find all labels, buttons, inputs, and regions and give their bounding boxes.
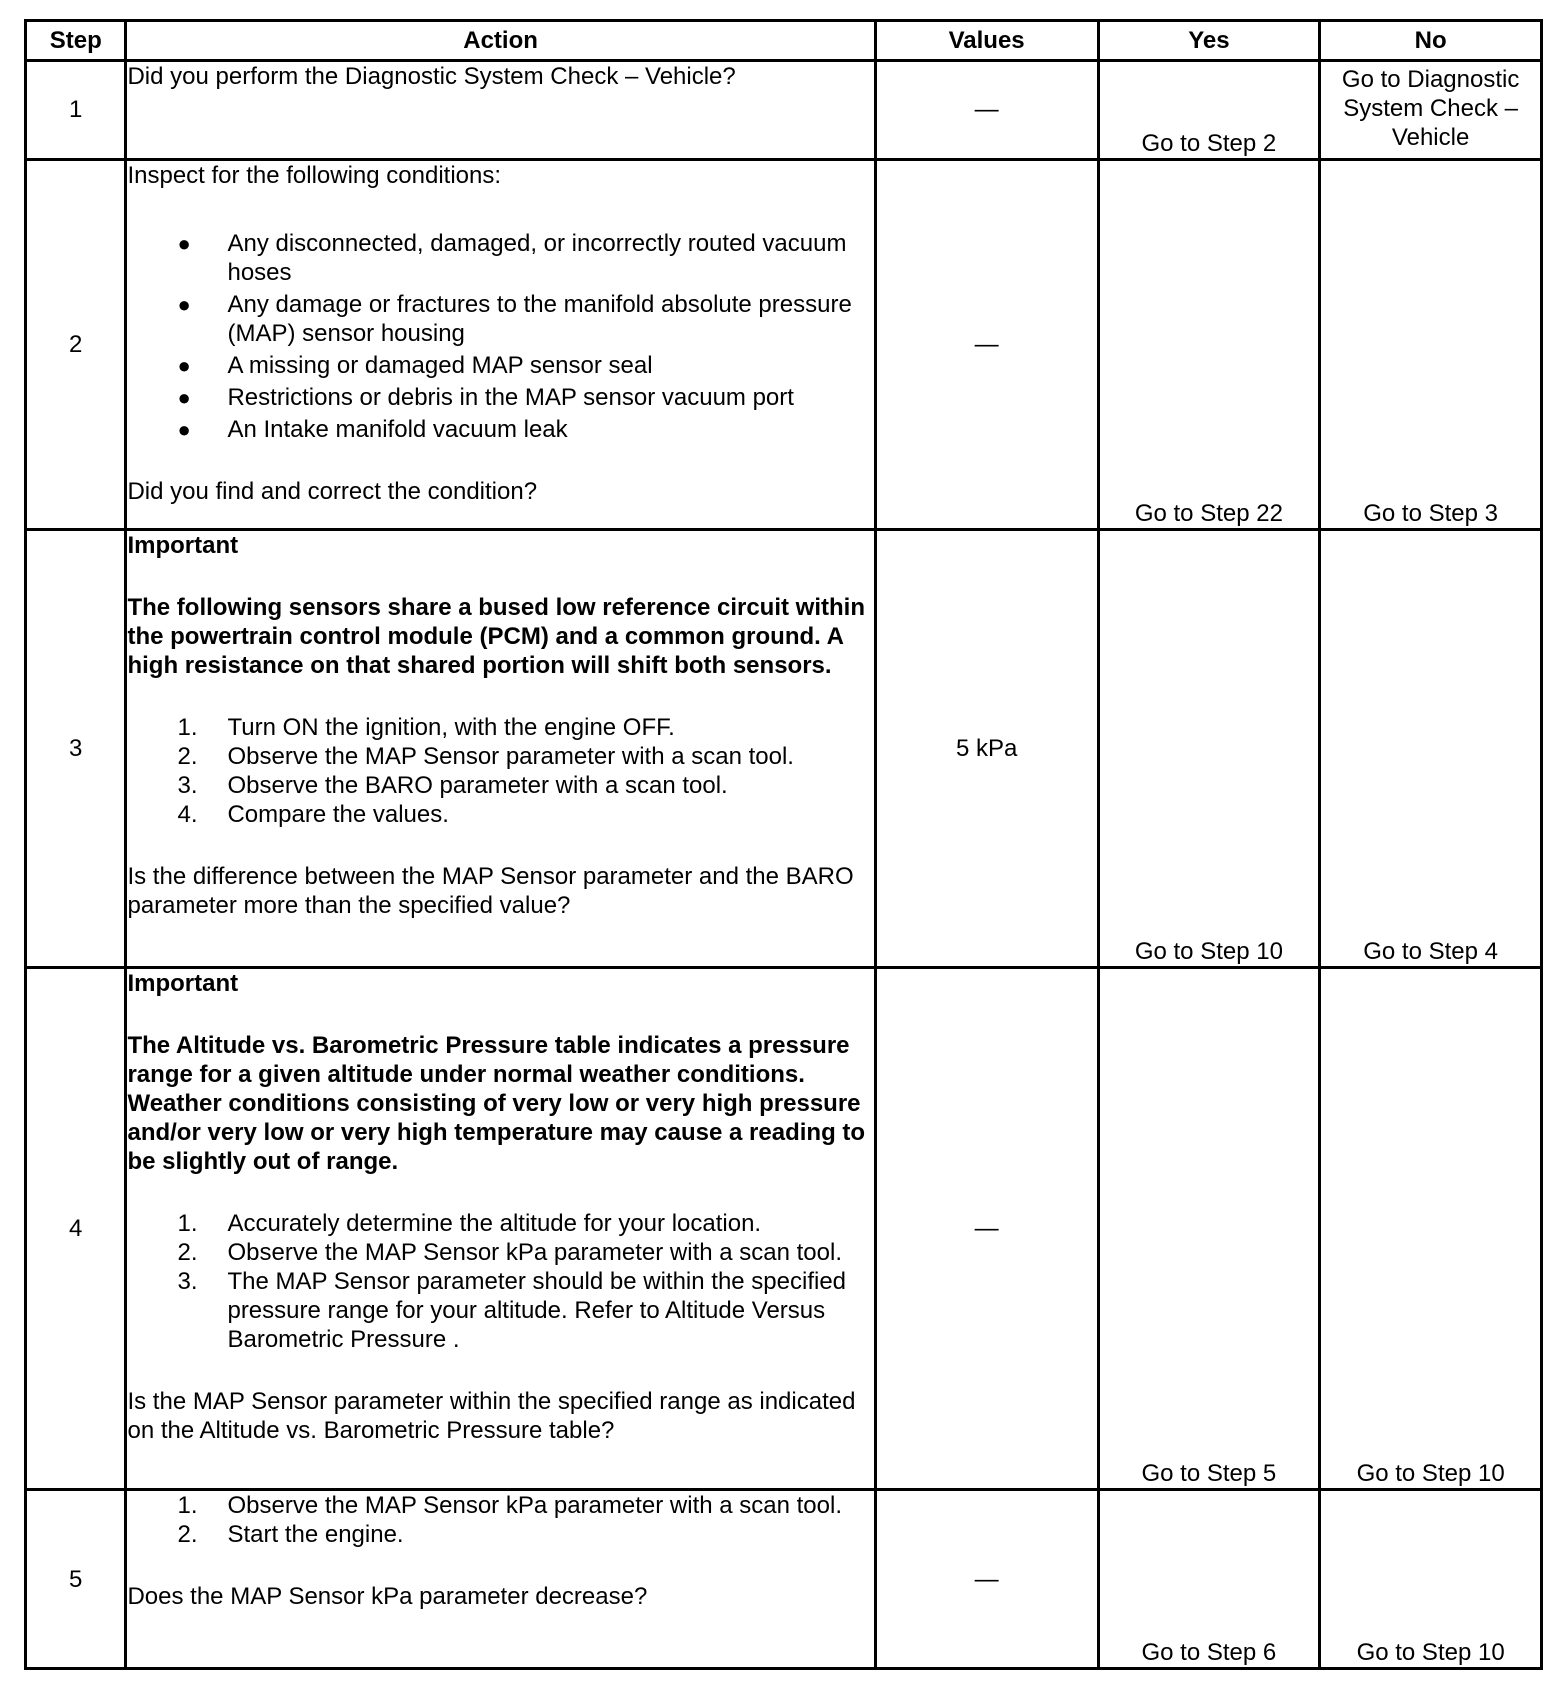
action-cell	[126, 529, 875, 967]
table-row-step-3	[26, 529, 1542, 967]
no-cell	[1320, 159, 1542, 529]
yes-link[interactable]: Go to Step 6	[1141, 1639, 1277, 1666]
list-item: 1. Turn ON the ignition, with the engine OFF.	[177, 713, 675, 741]
important-text: The Altitude vs. Barometric Pressure table indicates a pressure range for a given altitude under normal weather conditions. Weather conditions consisting of very low or very high pressure and/or very low or very high temperature may cause a reading to be slightly out of range.	[127, 1031, 866, 1175]
no-cell	[1320, 1490, 1542, 1669]
procedure-list	[127, 1491, 873, 1549]
header-no: No	[1320, 21, 1542, 61]
list-item: 1. Observe the MAP Sensor kPa parameter with a scan tool.	[177, 1492, 842, 1520]
list-item: ● An Intake manifold vacuum leak	[177, 415, 568, 443]
table-row-step-1	[26, 61, 1542, 160]
no-link[interactable]: Go to Step 4	[1363, 937, 1498, 965]
value-cell: —	[875, 967, 1098, 1490]
list-item: 3. Observe the BARO parameter with a scan tool.	[177, 771, 728, 799]
table-row-step-4	[26, 967, 1542, 1490]
condition-list	[127, 229, 873, 444]
yes-cell: Go to Step 2	[1098, 61, 1320, 160]
action-cell	[126, 967, 875, 1490]
list-item: 2. Start the engine.	[177, 1521, 404, 1549]
list-item: 4. Compare the values.	[177, 800, 449, 828]
list-item: 3. The MAP Sensor parameter should be within the specified pressure range for your altitude. Refer to Altitude Versus Barometric Pressure .	[177, 1267, 847, 1353]
step-number: 2	[26, 159, 126, 529]
yes-link[interactable]: Go to Step 10	[1134, 937, 1283, 965]
header-action: Action	[126, 21, 875, 61]
no-link[interactable]: Go to Step 3	[1363, 499, 1498, 527]
important-text: The following sensors share a bused low reference circuit within the powertrain control module (PCM) and a common ground. A high resistance on that shared portion will shift both sensors.	[127, 593, 865, 679]
important-label: Important	[127, 531, 239, 559]
header-values: Values	[875, 21, 1098, 61]
no-cell	[1320, 529, 1542, 967]
yes-cell	[1098, 967, 1320, 1490]
no-cell	[1320, 61, 1542, 160]
no-link[interactable]: Go to Step 10	[1356, 1460, 1505, 1488]
no-link[interactable]: Go to Step 10	[1356, 1639, 1505, 1666]
action-cell	[126, 61, 875, 160]
bullet-icon: ●	[177, 416, 191, 442]
question-text: Is the difference between the MAP Sensor parameter and the BARO parameter more than the specified value?	[127, 862, 854, 919]
step-number: 3	[26, 529, 126, 967]
list-item: ● Any disconnected, damaged, or incorrectly routed vacuum hoses	[177, 229, 847, 286]
step-number: 4	[26, 967, 126, 1490]
yes-cell	[1098, 529, 1320, 967]
question-text: Is the MAP Sensor parameter within the specified range as indicated on the Altitude vs. Barometric Pressure table?	[127, 1387, 856, 1444]
bullet-icon: ●	[177, 291, 191, 317]
value-cell: —	[875, 1490, 1098, 1669]
procedure-list	[127, 713, 873, 829]
bullet-icon: ●	[177, 230, 191, 256]
list-item: ● Any damage or fractures to the manifold absolute pressure (MAP) sensor housing	[177, 290, 852, 347]
header-yes: Yes	[1098, 21, 1320, 61]
step-number: 5	[26, 1490, 126, 1669]
question-text: Did you find and correct the condition?	[127, 477, 538, 505]
action-cell	[126, 1490, 875, 1669]
step-number: 1	[26, 61, 126, 160]
yes-link[interactable]: Go to Step 22	[1134, 499, 1283, 527]
value-cell: 5 kPa	[875, 529, 1098, 967]
value-cell: —	[875, 61, 1098, 160]
bullet-icon: ●	[177, 352, 191, 378]
yes-cell	[1098, 1490, 1320, 1669]
question-text: Did you perform the Diagnostic System Check – Vehicle?	[127, 63, 736, 90]
no-cell	[1320, 967, 1542, 1490]
no-link[interactable]: Go to Diagnostic System Check – Vehicle	[1341, 66, 1520, 151]
list-item: 1. Accurately determine the altitude for your location.	[177, 1209, 762, 1237]
yes-cell	[1098, 159, 1320, 529]
diagnostic-table	[24, 19, 1543, 1670]
intro-text: Inspect for the following conditions:	[127, 161, 502, 189]
procedure-list	[127, 1209, 873, 1354]
table-row-step-5	[26, 1490, 1542, 1669]
value-cell: —	[875, 159, 1098, 529]
list-item: 2. Observe the MAP Sensor kPa parameter with a scan tool.	[177, 1238, 842, 1266]
header-step: Step	[26, 21, 126, 61]
action-cell	[126, 159, 875, 529]
list-item: 2. Observe the MAP Sensor parameter with a scan tool.	[177, 742, 794, 770]
list-item: ● A missing or damaged MAP sensor seal	[177, 351, 653, 379]
yes-link[interactable]: Go to Step 5	[1141, 1460, 1277, 1488]
table-row-step-2	[26, 159, 1542, 529]
question-text: Does the MAP Sensor kPa parameter decrease?	[127, 1583, 648, 1611]
important-label: Important	[127, 969, 239, 997]
list-item: ● Restrictions or debris in the MAP sensor vacuum port	[177, 383, 794, 411]
bullet-icon: ●	[177, 384, 191, 410]
header-row	[26, 21, 1542, 61]
